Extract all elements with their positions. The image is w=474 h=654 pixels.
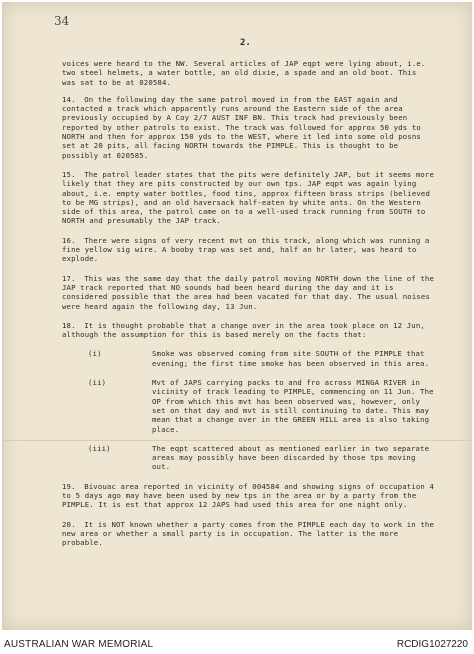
paragraph-text: The patrol leader states that the pits were definitely JAP, but it seems more likely that they are pits constructed by our own tps. JAP eqpt was again lying about, i.e. empty water bottles, food tins, approx fifteen brass strips (believed to be MG strips), and an old haversack half-eaten by white ants. On the Western side of this area, the patrol came on to a well-used track running from SOUTH to NORTH and presumably the JAP track. <box>62 169 435 226</box>
subitem-number: (iii) <box>88 443 111 453</box>
paragraph-number: 20. <box>62 519 76 529</box>
paragraph-15 <box>62 170 434 226</box>
paragraph-19 <box>62 482 434 510</box>
paragraph-number: 17. <box>62 273 76 283</box>
paragraph-number: 14. <box>62 94 76 104</box>
paragraph-text: On the following day the same patrol moved in from the EAST again and contacted a track which apparently runs around the Eastern side of the area previously occupied by A Coy 2/7 AUST INF BN. This track had previously been reported by other patrols to exist. The track was followed for approx 50 yds to NORTH and then for approx 150 yds to the WEST, where it led into some old posns set at 20 pits, all facing NORTH towards the PIMPLE. This is thought to be possibly at 020585. <box>62 94 421 160</box>
paragraph-text: Bivouac area reported in vicinity of 004584 and showing signs of occupation 4 to 5 days ago may have been used by new tps in the area or by a party from the PIMPLE. It is est that approx 12 JAPS had used this area for one night only. <box>62 481 435 510</box>
document-page <box>2 2 472 630</box>
archive-record-id: RCDIG1027220 <box>396 639 468 650</box>
archive-footer <box>0 630 474 654</box>
subitem-text: The eqpt scattered about as mentioned earlier in two separate areas may possibly have been discarded by those tps moving out. <box>152 443 430 472</box>
paragraph-number: 15. <box>62 169 76 179</box>
page-number: 2. <box>240 38 251 48</box>
subitem-iii <box>62 444 434 472</box>
paragraph-text: It is thought probable that a change over in the area took place on 12 Jun, although the assumption for this is based merely on the facts that: <box>62 320 425 340</box>
paragraph-20 <box>62 520 434 548</box>
paragraph-text: It is NOT known whether a party comes from the PIMPLE each day to work in the new area or whether a small party is in occupation. The latter is the more probable. <box>62 519 435 548</box>
document-body <box>62 59 434 557</box>
paragraph-17 <box>62 274 434 311</box>
subitem-i <box>62 349 434 368</box>
paragraph-number: 19. <box>62 481 76 491</box>
paragraph-number: 18. <box>62 320 76 330</box>
handwritten-folio-mark: 34 <box>54 14 70 28</box>
paragraph-18 <box>62 321 434 340</box>
paragraph-text: This was the same day that the daily patrol moving NORTH down the line of the JAP track reported that NO sounds had been heard during the day and it is considered possible that the area had been vacated for that day. The usual noises were heard again the following day, 13 Jun. <box>62 273 435 311</box>
page-edge-line <box>2 2 3 630</box>
paragraph-text: There were signs of very recent mvt on this track, along which was running a fine yellow sig wire. A booby trap was set and, half an hr later, was heard to explode. <box>62 235 430 264</box>
paragraph-14 <box>62 95 434 160</box>
subitem-ii <box>62 378 434 434</box>
subitem-number: (ii) <box>88 378 107 388</box>
paragraph-number: 16. <box>62 235 76 245</box>
archive-name: AUSTRALIAN WAR MEMORIAL <box>4 639 154 650</box>
opening-text: voices were heard to the NW. Several articles of JAP eqpt were lying about, i.e. two steel helmets, a water bottle, an old dixie, a spade and an old boot. This was sat to be at 020584. <box>62 59 426 87</box>
subitem-number: (i) <box>88 349 102 359</box>
subitem-text: Mvt of JAPS carrying packs to and fro across MINGA RIVER in vicinity of track leading to PIMPLE, commencing on 11 Jun. The OP from which this mvt has been observed was, however, only set on that day and mvt is still continuing to date. This may mean that a change over in the GREEN HILL area is also taking place. <box>152 378 434 434</box>
paragraph-16 <box>62 236 434 264</box>
subitem-text: Smoke was observed coming from site SOUTH of the PIMPLE that evening; the first time smoke has been observed in this area. <box>152 349 430 368</box>
